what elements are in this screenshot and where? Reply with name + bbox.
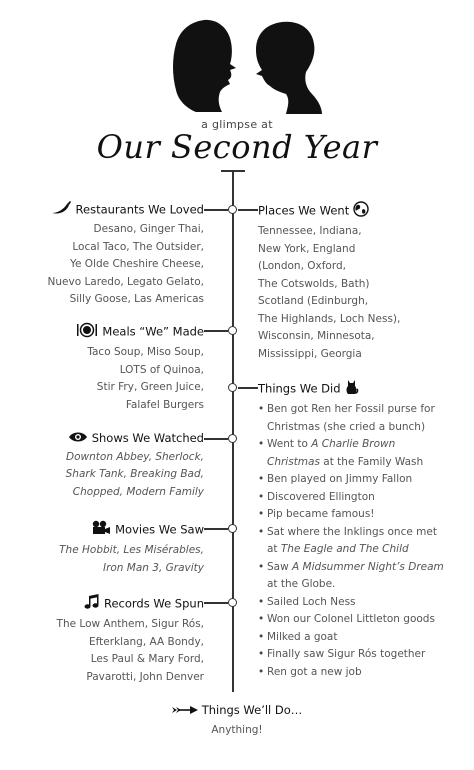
subtitle: a glimpse at [201,118,273,131]
connector-dash [204,602,228,604]
chili-pepper-icon [50,201,72,219]
records-line: Les Paul & Mary Ford, [90,653,204,665]
music-note-icon [84,594,100,614]
connector-dash [204,438,228,440]
list-item: • Ben got Ren her Fossil purse for Christmas (she cried a bunch) [258,401,468,436]
connector-dash [204,330,228,332]
timeline-dot [228,205,237,214]
records-line: The Low Anthem, Sigur Rós, [56,618,204,630]
places-line: Mississippi, Georgia [258,347,362,360]
list-item: • Pip became famous! [258,506,468,524]
things-did-heading: Things We Did [258,381,341,396]
places-line: (London, Oxford, [258,260,346,272]
list-item: • Sat where the Inklings once met at The Eagle and The Child [258,524,468,559]
connector-dash [204,209,228,211]
meals-line: Falafel Burgers [125,398,204,411]
connector-dash [238,387,258,389]
shows-line: Chopped, Modern Family [72,485,204,498]
shows-heading: Shows We Watched [91,431,204,445]
movies-heading: Movies We Saw [115,522,204,537]
list-item: • Discovered Ellington [258,489,468,507]
list-item: • Ren got a new job [258,664,468,682]
list-item: • Saw A Midsummer Night’s Dream at the Globe. [258,559,468,594]
movies-line: The Hobbit, Les Misérables, [59,544,204,556]
timeline-dot [228,524,237,533]
cat-icon [345,379,359,399]
restaurants-line: Silly Goose, Las Americas [69,293,204,305]
restaurants-line: Ye Olde Cheshire Cheese, [69,258,204,270]
records-line: Pavarotti, John Denver [86,670,204,683]
restaurants-line: Local Taco, The Outsider, [72,240,204,253]
section-restaurants [4,201,204,309]
restaurants-heading: Restaurants We Loved [75,202,204,217]
film-camera-icon [91,520,111,540]
timeline-dot [228,326,237,335]
page-title: Our Second Year [96,128,378,166]
section-things-did [258,379,468,681]
places-line: The Highlands, Loch Ness), [258,312,401,325]
couple-silhouette [0,0,474,118]
section-meals [4,322,204,414]
meals-line: LOTS of Quinoa, [119,363,204,376]
places-line: New York, England [258,242,356,255]
shows-line: Downton Abbey, Sherlock, [66,450,204,463]
shows-line: Shark Tank, Breaking Bad, [65,468,204,480]
arrow-icon [172,704,198,718]
places-line: The Cotswolds, Bath) [258,277,370,290]
section-movies [4,520,204,577]
section-future [0,703,474,736]
list-item: • Sailed Loch Ness [258,594,468,612]
future-heading: Things We’ll Do… [201,703,303,717]
eye-icon [68,431,88,447]
records-heading: Records We Spun [104,596,204,611]
list-item: • Ben played on Jimmy Fallon [258,471,468,489]
restaurants-line: Desano, Ginger Thai, [93,223,204,235]
globe-icon [353,201,369,221]
section-places [258,201,468,363]
list-item: • Went to A Charlie Brown Christmas at the Family Wash [258,436,468,471]
section-shows [4,430,204,501]
list-item: • Milked a goat [258,629,468,647]
places-line: Wisconsin, Minnesota, [258,330,375,342]
meals-line: Taco Soup, Miso Soup, [87,346,204,358]
restaurants-line: Nuevo Laredo, Legato Gelato, [47,275,204,288]
list-item: • Finally saw Sigur Rós together [258,646,468,664]
timeline-dot [228,383,237,392]
connector-dash [238,209,258,211]
future-body: Anything! [211,723,263,736]
section-records [4,594,204,686]
records-line: Efterklang, AA Bondy, [89,635,204,648]
places-line: Scotland (Edinburgh, [258,295,369,307]
went-to-charlie-brown: Went to A Charlie Brown [267,438,396,450]
places-line: Tennessee, Indiana, [258,225,362,237]
movies-line: Iron Man 3, Gravity [102,561,204,574]
places-heading: Places We Went [258,203,350,218]
plate-icon [76,322,98,342]
timeline-dot [228,598,237,607]
meals-heading: Meals “We” Made [102,324,204,339]
list-item: • Won our Colonel Littleton goods [258,611,468,629]
meals-line: Stir Fry, Green Juice, [96,381,204,393]
timeline-line [232,172,234,692]
things-did-list [258,401,468,681]
timeline-dot [228,434,237,443]
connector-dash [204,528,228,530]
